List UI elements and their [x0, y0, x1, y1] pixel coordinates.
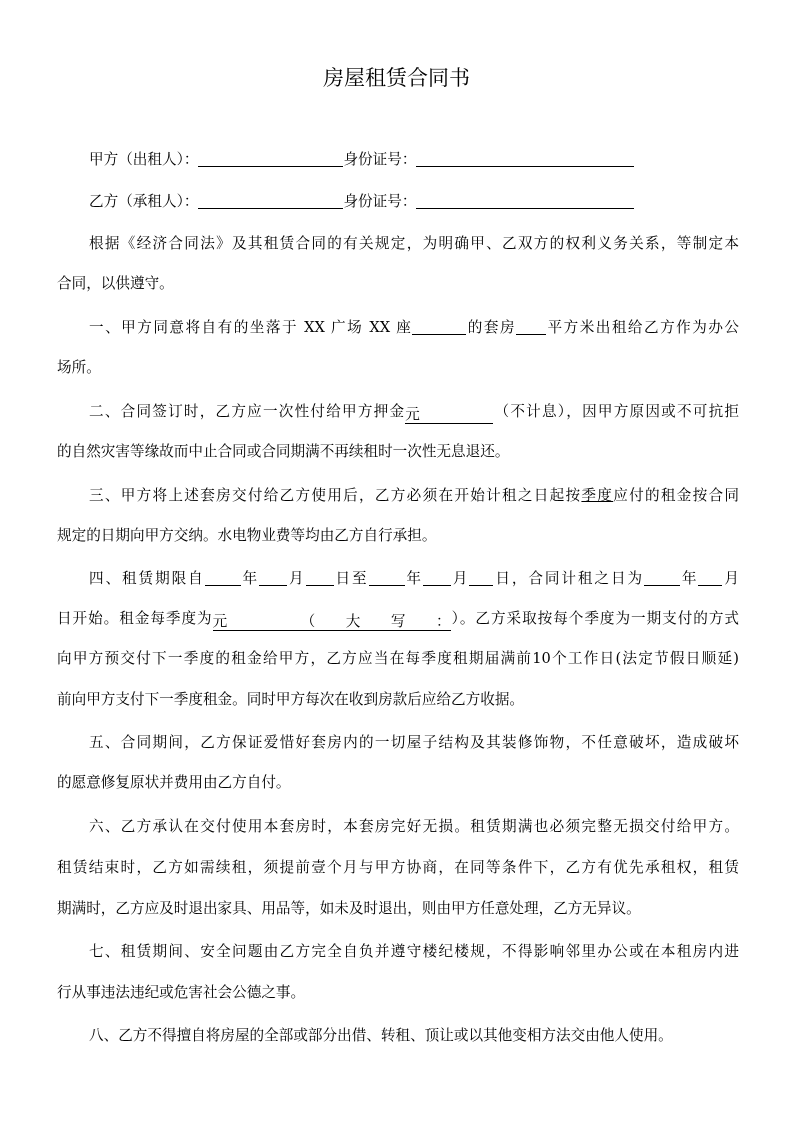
- year-label: 年: [240, 570, 260, 587]
- clause-1-area-blank[interactable]: [516, 317, 546, 335]
- intro-line-1: 根据《经济合同法》及其租赁合同的有关规定，为明确甲、乙双方的权利义务关系，等制定本: [89, 235, 739, 252]
- year-label-3: 年: [679, 570, 699, 587]
- party-b-line: [89, 190, 739, 214]
- rent-unit: 元: [212, 613, 228, 630]
- clause-2-text-a: 二、合同签订时，乙方应一次性付给甲方押金: [89, 403, 406, 420]
- party-b-label: 乙方（承租人）：: [89, 193, 199, 210]
- clause-4-line-3: 向甲方预交付下一季度的租金给甲方，乙方应当在每季度租期届满前10个工作日(法定节假日顺延): [57, 650, 739, 667]
- clause-2-deposit-blank[interactable]: [405, 406, 493, 424]
- rent-start-year-blank[interactable]: [644, 568, 680, 586]
- end-year-blank[interactable]: [369, 568, 405, 586]
- clause-1-text-b: 的套房: [466, 319, 517, 336]
- clause-4-text-d: ）。乙方采取按每个季度为一期支付的方式: [450, 610, 739, 627]
- party-b-id-label: 身份证号：: [343, 193, 417, 210]
- clause-2-line-2: 的自然灾害等缘故而中止合同或合同期满不再续租时一次性无息退还。: [57, 443, 510, 460]
- rent-start-month-blank[interactable]: [698, 568, 722, 586]
- rent-amount-blank[interactable]: [213, 613, 301, 631]
- party-b-name-blank[interactable]: [198, 191, 343, 209]
- start-month-blank[interactable]: [259, 568, 287, 586]
- start-year-blank[interactable]: [205, 568, 241, 586]
- clause-7-line-2: 行从事违法违纪或危害社会公德之事。: [57, 984, 306, 1001]
- daxie-label: （大写：: [300, 613, 451, 630]
- month-label-2: 月: [450, 570, 470, 587]
- month-label-3: 月: [722, 570, 739, 587]
- party-a-line: [89, 148, 739, 172]
- clause-4-text-a: 四、租赁期限自: [89, 570, 205, 587]
- clause-3-text-b: 应付的租金按合同: [613, 487, 739, 504]
- clause-2-text-b: （不计息），因甲方原因或不可抗拒: [493, 403, 739, 420]
- clause-1-text-c: 平方米出租给乙方作为办公: [546, 319, 739, 336]
- day-to-label: 日至: [333, 570, 369, 587]
- clause-1-room-blank[interactable]: [412, 317, 466, 335]
- clause-4-text-c: 日开始。租金每季度为: [57, 610, 213, 627]
- clause-4-line-1: [89, 567, 739, 591]
- clause-8-line-1: 八、乙方不得擅自将房屋的全部或部分出借、转租、顶让或以其他变相方法交由他人使用。: [89, 1027, 673, 1044]
- party-b-id-blank[interactable]: [416, 191, 634, 209]
- intro-line-2: 合同，以供遵守。: [57, 275, 174, 292]
- party-a-id-label: 身份证号：: [343, 151, 417, 168]
- start-day-blank[interactable]: [306, 568, 334, 586]
- clause-1-text-a: 一、甲方同意将自有的坐落于 XX 广场 XX 座: [89, 319, 413, 336]
- clause-4-text-b: 日，合同计租之日为: [493, 570, 644, 587]
- party-a-id-blank[interactable]: [416, 149, 634, 167]
- year-label-2: 年: [404, 570, 423, 587]
- clause-4-line-2: [57, 607, 739, 631]
- clause-1-line-1: [89, 316, 739, 340]
- month-label: 月: [287, 570, 306, 587]
- clause-3-line-1: [89, 484, 739, 508]
- clause-4-line-4: 前向甲方支付下一季度租金。同时甲方每次在收到房款后应给乙方收据。: [57, 691, 525, 708]
- clause-2-line-1: [89, 400, 739, 424]
- clause-6-line-3: 期满时，乙方应及时退出家具、用品等，如未及时退出，则由甲方任意处理，乙方无异议。: [57, 900, 641, 917]
- clause-7-line-1: 七、租赁期间、安全问题由乙方完全自负并遵守楼纪楼规，不得影响邻里办公或在本租房内进: [89, 943, 739, 960]
- end-day-blank[interactable]: [469, 568, 493, 586]
- clause-2-unit: 元: [405, 406, 420, 423]
- clause-3-text-a: 三、甲方将上述套房交付给乙方使用后，乙方必须在开始计租之日起按: [89, 487, 582, 504]
- clause-1-line-2: 场所。: [57, 359, 101, 376]
- clause-5-line-1: 五、合同期间，乙方保证爱惜好套房内的一切屋子结构及其装修饰物，不任意破坏，造成破坏: [89, 734, 739, 751]
- document-title: 房屋租赁合同书: [323, 66, 470, 90]
- rent-daxie-blank[interactable]: [301, 613, 451, 631]
- clause-6-line-1: 六、乙方承认在交付使用本套房时，本套房完好无损。租赁期满也必须完整无损交付给甲方。: [89, 818, 739, 835]
- clause-6-line-2: 租赁结束时，乙方如需续租，须提前壹个月与甲方协商，在同等条件下，乙方有优先承租权，租赁: [57, 859, 739, 876]
- clause-3-line-2: 规定的日期向甲方交纳。水电物业费等均由乙方自行承担。: [57, 527, 437, 544]
- clause-3-quarter: 季度: [581, 487, 614, 504]
- party-a-name-blank[interactable]: [198, 149, 343, 167]
- party-a-label: 甲方（出租人）：: [89, 151, 199, 168]
- end-month-blank[interactable]: [423, 568, 451, 586]
- clause-5-line-2: 的愿意修复原状并费用由乙方自付。: [57, 774, 291, 791]
